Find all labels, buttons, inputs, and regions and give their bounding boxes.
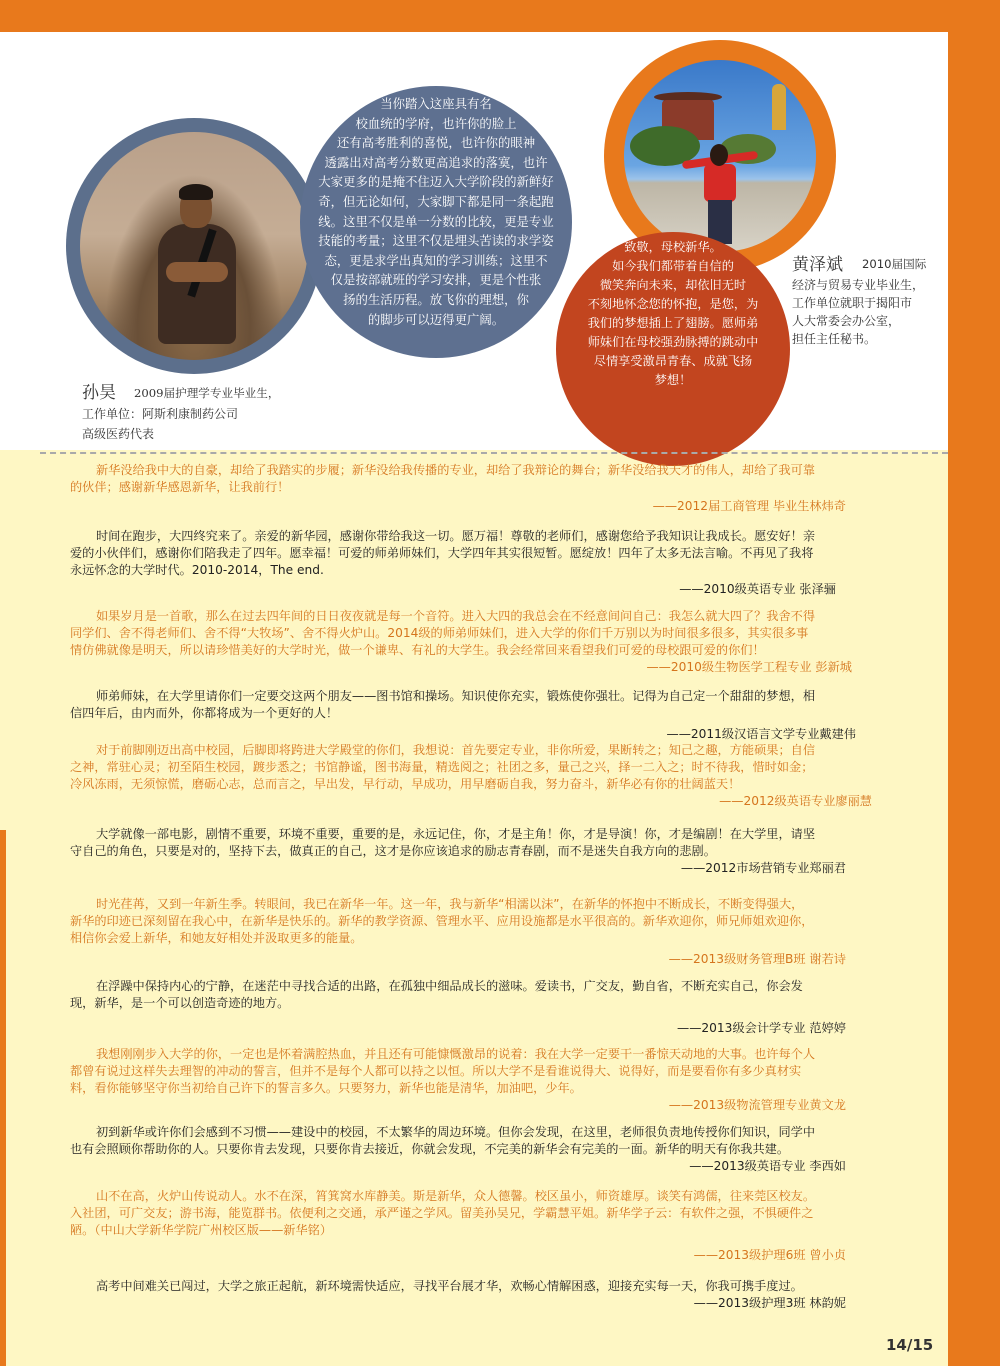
message-4-signature: ——2011级汉语言文学专业戴建伟 <box>666 727 856 741</box>
sun-hao-quote: 当你踏入这座具有名 校血统的学府，也许你的脸上 还有高考胜利的喜悦，也许你的眼神 透露出对高考分数更高追求的落寞，也许 大家更多的是掩不住迈入大学阶段的新鲜好 奇，但无论如何，大家脚下都是同一条起跑 线。这里不仅是单一分数的比较，更是专业 技能的考量；这里不仅是埋头苦读的求学姿 态，更是求学出真知的学习训练；这里不 仅是按部就班的学习安排，更是个性张 扬的生活历程。放飞你的理想，你 的脚步可以迈得更广阔。 <box>318 96 554 327</box>
message-5: 对于前脚刚迈出高中校园，后脚即将跨进大学殿堂的你们，我想说：首先要定专业，非你所爱，果断转之；知己之趣，方能硕果；自信 之神，常驻心灵；初至陌生校园，踱步悉之；书馆静谧，图书海量，精选阅之；社团之多，量己之兴，择一二入之；时不待我，惜时如金； 冷风冻雨，无须惊慌，磨砺心志，总而言之，早出发，早行动，早成功，用早磨砺自我，努力奋斗，新华必有你的壮阔蓝天！ ——2012级英语专业廖丽慧 <box>70 742 926 810</box>
huang-zebin-quote-bubble <box>556 232 790 466</box>
message-7-signature: ——2013级财务管理B班 谢若诗 <box>668 952 846 966</box>
message-12: 高考中间难关已闯过，大学之旅正起航，新环境需快适应，寻找平台展才华，欢畅心情解困惑，迎接充实每一天，你我可携手度过。 ——2013级护理3班 林韵妮 <box>70 1278 926 1312</box>
huang-zebin-quote: 致敬，母校新华。 如今我们都带着自信的 微笑奔向未来，却依旧无时 不刻地怀念您的怀抱，是您，为 我们的梦想插上了翅膀。愿师弟 师妹们在母校强劲脉搏的跳动中 尽情享受激昂青春、成就飞扬 梦想！ <box>587 240 759 387</box>
message-11-signature: ——2013级护理6班 曾小贞 <box>693 1248 846 1262</box>
left-orange-border <box>0 830 6 1366</box>
message-1: 新华没给我中大的自豪，却给了我踏实的步履；新华没给我传播的专业，却给了我辩论的舞台；新华没给我天才的伟人，却给了我可靠 的伙伴；感谢新华感恩新华，让我前行！ ——2012届工商管理 毕业生林炜奇 <box>70 462 926 515</box>
huang-zebin-name: 黄泽斌 <box>792 255 843 275</box>
message-4: 师弟师妹，在大学里请你们一定要交这两个朋友——图书馆和操场。知识使你充实，锻炼使你强壮。记得为自己定一个甜甜的梦想，相 信四年后，由内而外，你都将成为一个更好的人！ ——2011级汉语言文学专业戴建伟 <box>70 688 926 743</box>
message-11: 山不在高，火炉山传说动人。水不在深，筲箕窝水库静美。斯是新华，众人德馨。校区虽小，师资雄厚。谈笑有鸿儒，往来莞区校友。 入社团，可广交友；游书海，能览群书。依便利之交通，承严谨之学风。留美孙吴兄，学霸慧平姐。新华学子云：有软件之强，不惧硬件之 陋。（中山大学新华学院广州校区版——新华铭） ——2013级护理6班 曾小贞 <box>70 1188 926 1264</box>
dashed-divider <box>40 452 948 454</box>
huang-zebin-description: 经济与贸易专业毕业生， 工作单位就职于揭阳市 人大常委会办公室， 担任主任秘书。 <box>792 278 925 346</box>
message-6: 大学就像一部电影，剧情不重要，环境不重要，重要的是，永远记住，你，才是主角！你，才是导演！你，才是编剧！在大学里，请坚 守自己的角色，只要是对的，坚持下去，做真正的自己，这才是你应该追求的励志青春剧，而不是迷失自我方向的悲剧。 ——2012市场营销专业郑丽君 <box>70 826 926 877</box>
message-9-signature: ——2013级物流管理专业黄文龙 <box>668 1098 846 1112</box>
sun-hao-name: 孙昊 <box>82 383 116 403</box>
message-2: 时间在跑步，大四终究来了。亲爱的新华园，感谢你带给我这一切。愿万福！尊敬的老师们，感谢您给予我知识让我成长。愿安好！亲 爱的小伙伴们，感谢你们陪我走了四年。愿幸福！可爱的师弟师妹们，大学四年其实很短暂。愿绽放！四年了太多无法言喻。不再见了我将 永远怀念的大学时代。2010-2014，The end. ——2010级英语专业 张泽骊 <box>70 528 926 598</box>
message-10: 初到新华或许你们会感到不习惯——建设中的校园，不太繁华的周边环境。但你会发现，在这里，老师很负责地传授你们知识，同学中 也有会照顾你帮助你的人。只要你肯去发现，只要你肯去接近，你就会发现，不完美的新华会有完美的一面。新华的明天有你我共建。 ——2013级英语专业 李西如 <box>70 1124 926 1175</box>
message-2-signature: ——2010级英语专业 张泽骊 <box>679 582 836 596</box>
top-orange-band <box>0 0 1000 32</box>
message-12-signature: ——2013级护理3班 林韵妮 <box>693 1296 846 1310</box>
message-8-signature: ——2013级会计学专业 范婷婷 <box>677 1021 846 1035</box>
message-3: 如果岁月是一首歌，那么在过去四年间的日日夜夜就是每一个音符。进入大四的我总会在不经意间问自己：我怎么就大四了？我舍不得 同学们、舍不得老师们、舍不得“大牧场”、舍不得火炉山。2014级的师弟师妹们，进入大学的你们千万别以为时间很多很多，其实很多事 情仿佛就像是明天，所以请珍惜美好的大学时光，做一个谦卑、有礼的大学生。我会经常回来看望我们可爱的母校跟可爱的你们！ ——2010级生物医学工程专业 彭新城 <box>70 608 926 676</box>
message-6-signature: ——2012市场营销专业郑丽君 <box>680 861 846 875</box>
sun-hao-class: 2009届护理学专业毕业生， <box>134 386 280 400</box>
message-10-signature: ——2013级英语专业 李西如 <box>689 1159 846 1173</box>
sun-hao-position: 高级医药代表 <box>82 427 155 441</box>
message-1-signature: ——2012届工商管理 毕业生林炜奇 <box>652 499 846 513</box>
message-5-signature: ——2012级英语专业廖丽慧 <box>719 794 872 808</box>
sun-hao-photo-frame <box>66 118 322 374</box>
huang-zebin-class: 2010届国际 <box>862 257 927 271</box>
sun-hao-employer: 工作单位：阿斯利康制药公司 <box>82 407 239 421</box>
page-number: 14/15 <box>886 1336 934 1354</box>
message-7: 时光荏苒，又到一年新生季。转眼间，我已在新华一年。这一年，我与新华“相濡以沫”，在新华的怀抱中不断成长，不断变得强大， 新华的印迹已深刻留在我心中，在新华是快乐的。新华的教学资源、管理水平、应用设施都是水平很高的。新华欢迎你，师兄师姐欢迎你， 相信你会爱上新华，和她友好相处并汲取更多的能量。 ——2013级财务管理B班 谢若诗 <box>70 896 926 968</box>
right-orange-border <box>948 0 1000 1366</box>
sun-hao-quote-bubble <box>300 86 572 358</box>
message-8: 在浮躁中保持内心的宁静，在迷茫中寻找合适的出路，在孤独中细品成长的滋味。爱读书，广交友，勤自省，不断充实自己，你会发 现，新华，是一个可以创造奇迹的地方。 ——2013级会计学专业 范婷婷 <box>70 978 926 1037</box>
sun-hao-photo <box>80 132 308 360</box>
message-3-signature: ——2010级生物医学工程专业 彭新城 <box>646 660 852 674</box>
message-9: 我想刚刚步入大学的你，一定也是怀着满腔热血，并且还有可能慷慨激昂的说着：我在大学一定要干一番惊天动地的大事。也许每个人 都曾有说过这样失去理智的冲动的誓言，但并不是每个人都可以持之以恒。所以大学不是看谁说得大、说得好，而是要看你有多少真材实 料，看你能够坚守你当初给自己许下的誓言多久。只要努力，新华也能是清华，加油吧，少年。 ——2013级物流管理专业黄文龙 <box>70 1046 926 1114</box>
huang-zebin-photo <box>624 60 816 252</box>
